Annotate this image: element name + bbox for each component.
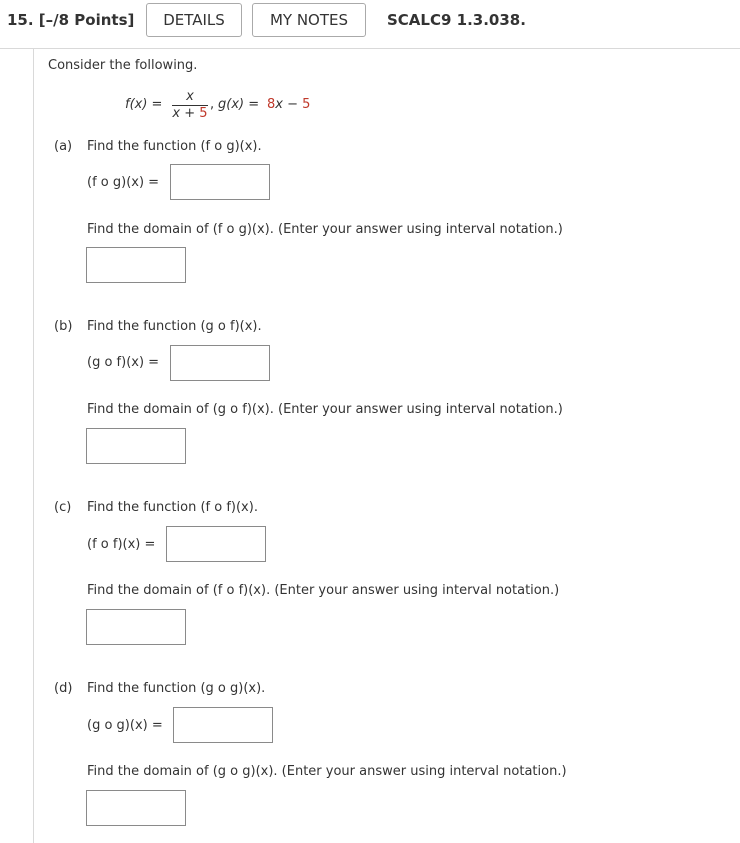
part-a-domain-prompt: Find the domain of (f o g)(x). (Enter your answer using interval notation.) [87, 222, 563, 237]
part-c-letter: (c) [54, 500, 72, 515]
part-b-domain-input[interactable] [86, 428, 186, 464]
part-c-domain-input[interactable] [86, 609, 186, 645]
part-c-answer-input[interactable] [166, 526, 266, 562]
part-b-answer-label: (g o f)(x) = [87, 355, 160, 370]
g-definition-label: g(x) = [218, 97, 260, 112]
part-c-answer-label: (f o f)(x) = [87, 537, 156, 552]
part-a-prompt: Find the function (f o g)(x). [87, 139, 262, 154]
question-number: 15. [–/8 Points] [7, 11, 135, 29]
problem-intro: Consider the following. [48, 58, 198, 73]
question-header [0, 0, 740, 49]
part-d-letter: (d) [54, 681, 73, 696]
g-definition-rhs: 8x − 5 [267, 97, 311, 112]
part-a-answer-label: (f o g)(x) = [87, 175, 160, 190]
left-divider [33, 49, 34, 843]
part-a-answer-input[interactable] [170, 164, 270, 200]
f-definition-label: f(x) = [125, 97, 163, 112]
part-c-domain-prompt: Find the domain of (f o f)(x). (Enter your answer using interval notation.) [87, 583, 560, 598]
f-denominator: x + 5 [172, 106, 208, 121]
question-reference: SCALC9 1.3.038. [387, 11, 526, 29]
part-b-domain-prompt: Find the domain of (g o f)(x). (Enter your answer using interval notation.) [87, 402, 563, 417]
part-d-answer-label: (g o g)(x) = [87, 718, 163, 733]
part-b-answer-input[interactable] [170, 345, 270, 381]
part-b-prompt: Find the function (g o f)(x). [87, 319, 262, 334]
part-d-domain-prompt: Find the domain of (g o g)(x). (Enter your answer using interval notation.) [87, 764, 567, 779]
part-d-prompt: Find the function (g o g)(x). [87, 681, 266, 696]
part-d-answer-input[interactable] [173, 707, 273, 743]
f-fraction [172, 90, 208, 121]
details-button[interactable]: DETAILS [146, 3, 242, 37]
part-a-domain-input[interactable] [86, 247, 186, 283]
comma: , [210, 97, 215, 112]
part-d-domain-input[interactable] [86, 790, 186, 826]
part-b-letter: (b) [54, 319, 73, 334]
f-numerator: x [186, 89, 194, 104]
my-notes-button[interactable]: MY NOTES [252, 3, 366, 37]
part-a-letter: (a) [54, 139, 73, 154]
part-c-prompt: Find the function (f o f)(x). [87, 500, 258, 515]
